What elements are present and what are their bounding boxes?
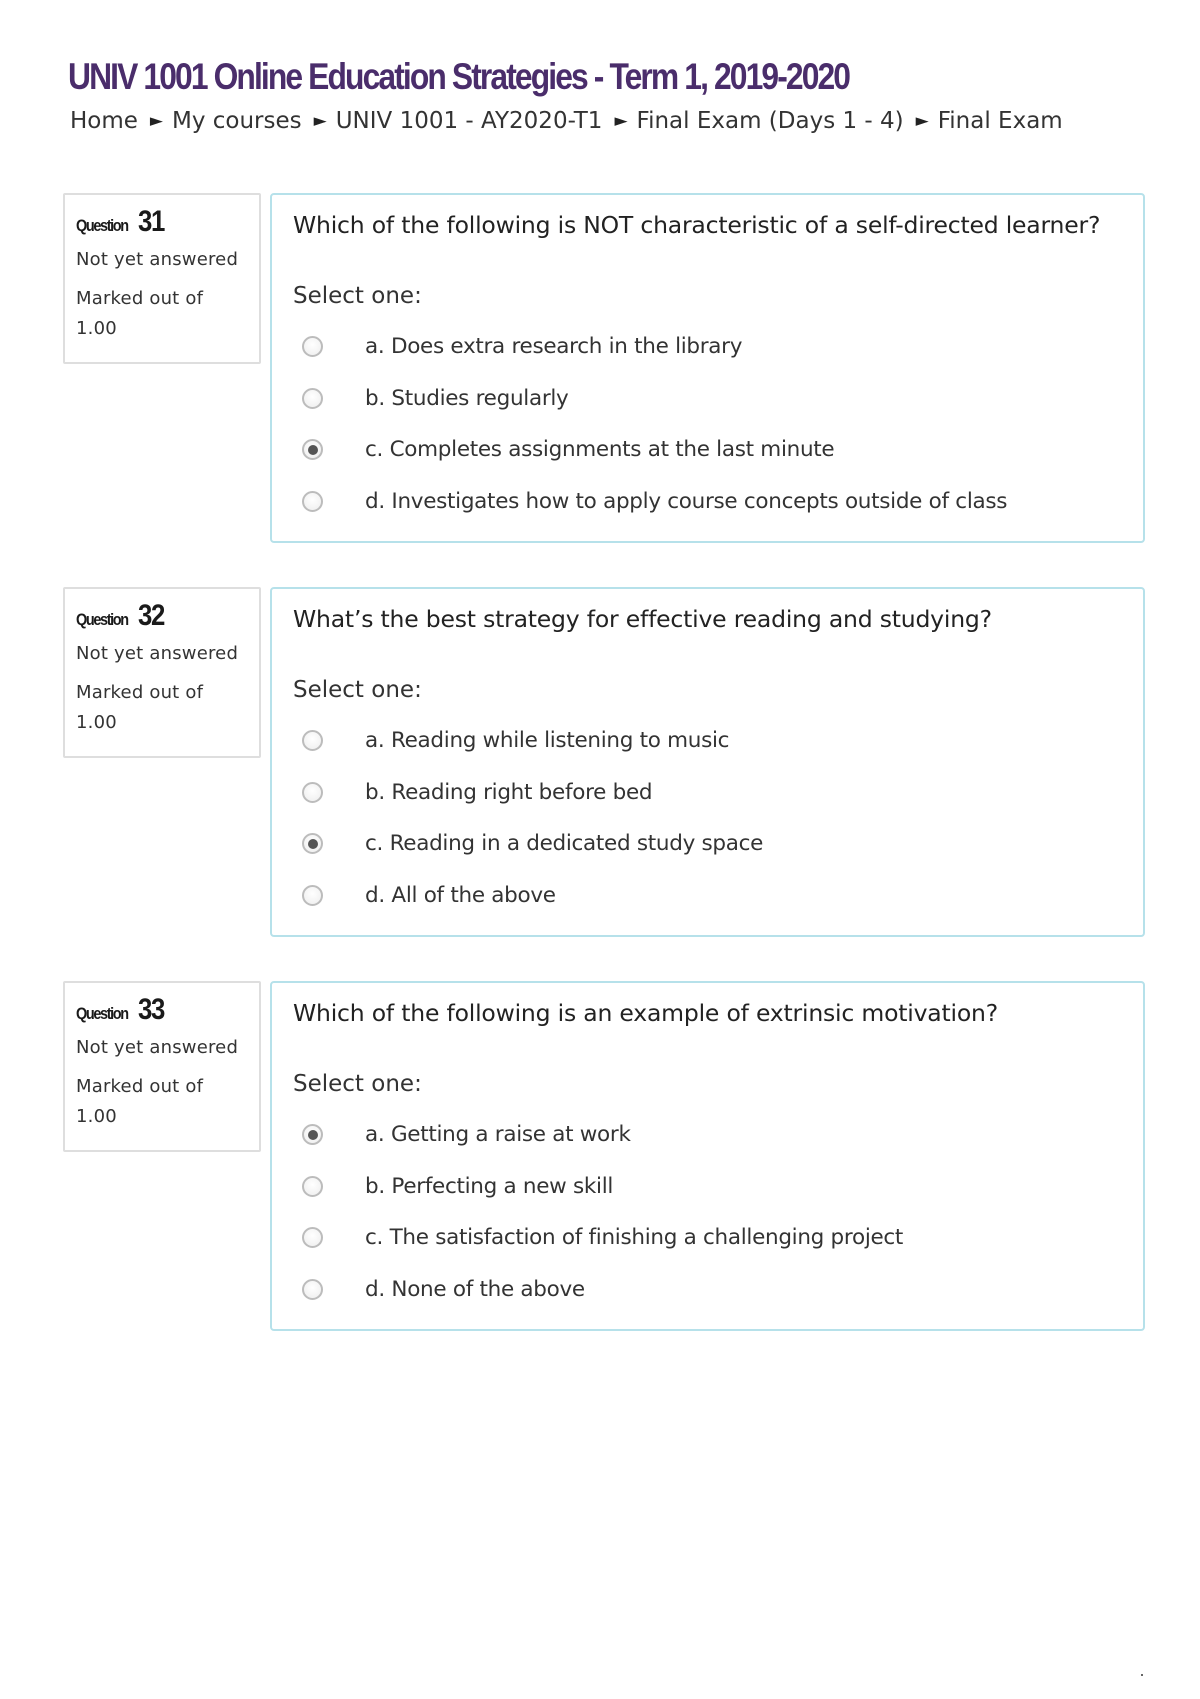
question-content <box>270 193 1145 543</box>
radio-button[interactable] <box>302 388 323 409</box>
breadcrumb-separator-icon: ► <box>614 111 628 131</box>
select-one-prompt: Select one: <box>293 677 422 703</box>
breadcrumb-separator-icon: ► <box>149 111 163 131</box>
breadcrumb-final-exam-section-link[interactable]: Final Exam (Days 1 - 4) <box>636 108 904 134</box>
question-grade-label: Marked out of <box>76 682 204 703</box>
question-number: 32 <box>138 599 165 632</box>
breadcrumb-separator-icon: ► <box>313 111 327 131</box>
answer-list <box>293 1109 1143 1315</box>
breadcrumb <box>70 108 1063 134</box>
answer-label: a. Getting a raise at work <box>365 1122 631 1148</box>
radio-button[interactable] <box>302 1279 323 1300</box>
answer-option[interactable] <box>293 476 1143 528</box>
page-marker-dot <box>1141 1674 1143 1676</box>
question-content <box>270 587 1145 937</box>
answer-option[interactable] <box>293 1264 1143 1316</box>
breadcrumb-my-courses-link[interactable]: My courses <box>172 108 302 134</box>
answer-option[interactable] <box>293 715 1143 767</box>
answer-option[interactable] <box>293 373 1143 425</box>
breadcrumb-final-exam-link[interactable]: Final Exam <box>937 108 1063 134</box>
breadcrumb-home-link[interactable]: Home <box>70 108 138 134</box>
breadcrumb-course-link[interactable]: UNIV 1001 - AY2020-T1 <box>335 108 603 134</box>
select-one-prompt: Select one: <box>293 283 422 309</box>
answer-option[interactable] <box>293 1212 1143 1264</box>
answer-option[interactable] <box>293 818 1143 870</box>
answer-option[interactable] <box>293 1109 1143 1161</box>
radio-button[interactable] <box>302 1176 323 1197</box>
question-grade <box>76 1072 226 1132</box>
answer-option[interactable] <box>293 424 1143 476</box>
answer-label: a. Reading while listening to music <box>365 728 730 754</box>
answer-label: b. Studies regularly <box>365 385 569 411</box>
answer-label: d. None of the above <box>365 1276 585 1302</box>
answer-label: a. Does extra research in the library <box>365 334 743 360</box>
radio-button[interactable] <box>302 491 323 512</box>
question-state: Not yet answered <box>76 249 239 270</box>
answer-option[interactable] <box>293 767 1143 819</box>
question-label: Question <box>76 610 128 629</box>
radio-button[interactable] <box>302 439 323 460</box>
question-heading <box>76 205 259 239</box>
radio-button[interactable] <box>302 833 323 854</box>
radio-button[interactable] <box>302 336 323 357</box>
question-grade <box>76 284 226 344</box>
question-label: Question <box>76 1004 128 1023</box>
question-grade-label: Marked out of <box>76 288 204 309</box>
question-number: 31 <box>138 205 165 238</box>
question-heading <box>76 599 259 633</box>
answer-label: b. Perfecting a new skill <box>365 1173 614 1199</box>
answer-label: d. Investigates how to apply course concepts outside of class <box>365 488 1008 514</box>
radio-button[interactable] <box>302 1124 323 1145</box>
question-number: 33 <box>138 993 165 1026</box>
answer-label: c. The satisfaction of finishing a challenging project <box>365 1225 904 1251</box>
answer-list <box>293 321 1143 527</box>
question-content <box>270 981 1145 1331</box>
answer-option[interactable] <box>293 1161 1143 1213</box>
answer-option[interactable] <box>293 870 1143 922</box>
page-title: UNIV 1001 Online Education Strategies - Term 1, 2019-2020 <box>68 56 850 97</box>
question-text: Which of the following is an example of extrinsic motivation? <box>293 999 998 1027</box>
question-grade-value: 1.00 <box>76 1106 117 1127</box>
question-grade-value: 1.00 <box>76 318 117 339</box>
radio-button[interactable] <box>302 885 323 906</box>
answer-label: c. Reading in a dedicated study space <box>365 831 764 857</box>
breadcrumb-separator-icon: ► <box>915 111 929 131</box>
radio-button[interactable] <box>302 1227 323 1248</box>
radio-button[interactable] <box>302 782 323 803</box>
question-info-panel <box>63 193 261 364</box>
answer-option[interactable] <box>293 321 1143 373</box>
radio-button[interactable] <box>302 730 323 751</box>
answer-label: c. Completes assignments at the last minute <box>365 437 835 463</box>
question-grade-label: Marked out of <box>76 1076 204 1097</box>
question-grade-value: 1.00 <box>76 712 117 733</box>
question-text: Which of the following is NOT characteristic of a self-directed learner? <box>293 211 1101 239</box>
answer-label: b. Reading right before bed <box>365 779 653 805</box>
question-info-panel <box>63 587 261 758</box>
question-state: Not yet answered <box>76 643 239 664</box>
question-label: Question <box>76 216 128 235</box>
select-one-prompt: Select one: <box>293 1071 422 1097</box>
question-grade <box>76 678 226 738</box>
question-text: What’s the best strategy for effective reading and studying? <box>293 605 992 633</box>
question-info-panel <box>63 981 261 1152</box>
answer-list <box>293 715 1143 921</box>
question-heading <box>76 993 259 1027</box>
question-state: Not yet answered <box>76 1037 239 1058</box>
answer-label: d. All of the above <box>365 882 556 908</box>
